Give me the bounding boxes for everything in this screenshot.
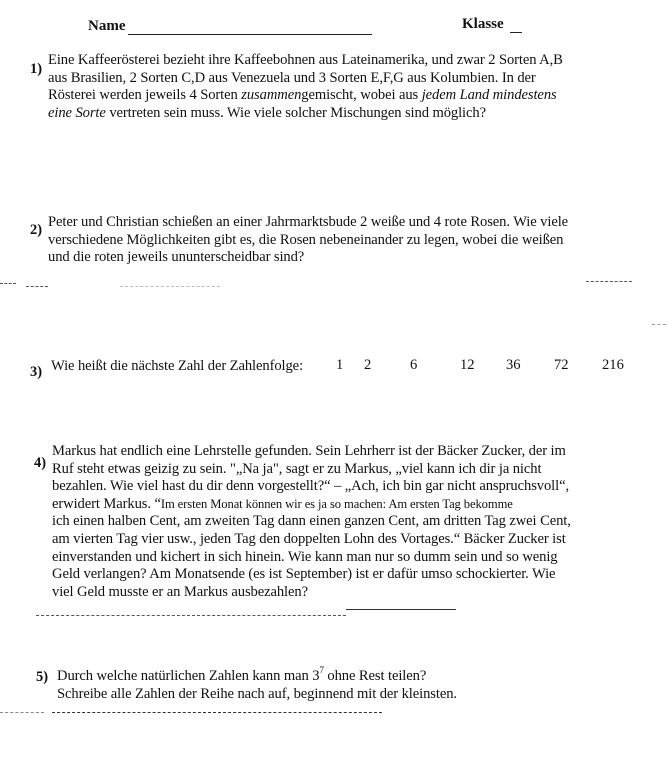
sequence-number: 12 xyxy=(460,357,475,373)
scan-mark xyxy=(0,712,44,713)
answer-line[interactable] xyxy=(52,712,382,713)
scan-mark xyxy=(652,324,666,325)
task-4-line-6: am vierten Tag vier usw., jeden Tag den doppelten Lohn des Vortages.“ Bäcker Zucker ist xyxy=(52,530,566,547)
task-4-line-2: Ruf steht etwas geizig zu sein. "„Na ja", sagt er zu Markus, „viel kann ich dir ja nicht xyxy=(52,460,542,477)
sequence-number: 6 xyxy=(410,357,418,373)
sequence-number: 2 xyxy=(364,357,372,373)
task-5-line-1: Durch welche natürlichen Zahlen kann man $3^7$ ohne Rest teilen? xyxy=(57,665,427,684)
sequence-number: 1 xyxy=(336,357,344,373)
task-1-line-4: eine Sorte vertreten sein muss. Wie viele solcher Mischungen sind möglich? xyxy=(48,104,486,121)
task-3-number: 3) xyxy=(30,364,43,380)
task-1-line-3: Rösterei werden jeweils 4 Sorten zusammengemischt, wobei aus jedem Land mindestens xyxy=(48,87,557,104)
sequence-number: 72 xyxy=(554,357,569,373)
task-1-text xyxy=(48,52,563,122)
task-4-line-8: Geld verlangen? Am Monatsende (es ist September) ist er dafür umso schockierter. Wie xyxy=(52,566,556,583)
task-4-line-5: ich einen halben Cent, am zweiten Tag dann einen ganzen Cent, am dritten Tag zwei Cent, xyxy=(52,513,571,530)
task-1-line-1: Eine Kaffeerösterei bezieht ihre Kaffeebohnen aus Lateinamerika, und zwar 2 Sorten A,B xyxy=(48,52,563,68)
scan-mark xyxy=(586,281,632,282)
task-4-line-1: Markus hat endlich eine Lehrstelle gefunden. Sein Lehrherr ist der Bäcker Zucker, der im xyxy=(52,443,566,459)
task-5-text xyxy=(57,662,457,703)
scan-mark xyxy=(36,615,346,616)
task-5-line-2: Schreibe alle Zahlen der Reihe nach auf, beginnend mit der kleinsten. xyxy=(57,685,457,702)
task-2-line-1: Peter und Christian schießen an einer Jahrmarktsbude 2 weiße und 4 rote Rosen. Wie viele xyxy=(48,214,569,230)
class-label: Klasse xyxy=(462,16,504,32)
scan-mark xyxy=(26,286,48,287)
task-2-number: 2) xyxy=(30,222,43,238)
task-4-number: 4) xyxy=(34,455,47,471)
task-4-line-4: erwidert Markus. “Im ersten Monat können wir es ja so machen: Am ersten Tag bekomme xyxy=(52,495,513,512)
exponent: 7 xyxy=(319,665,324,675)
task-1-line-2: aus Brasilien, 2 Sorten C,D aus Venezuela und 3 Sorten E,F,G aus Kolumbien. In der xyxy=(48,69,536,86)
task-2-text xyxy=(48,214,568,267)
task-4-line-9: viel Geld musste er an Markus ausbezahlen? xyxy=(52,583,308,600)
name-label: Name xyxy=(88,18,126,34)
task-5-number: 5) xyxy=(36,669,49,685)
task-1-number: 1) xyxy=(30,61,43,77)
answer-line[interactable] xyxy=(346,609,456,610)
scan-mark xyxy=(0,283,16,284)
sequence-number: 216 xyxy=(602,357,624,373)
name-blank[interactable] xyxy=(128,20,372,35)
scan-mark xyxy=(120,286,220,287)
class-blank[interactable] xyxy=(510,18,522,33)
task-4-text xyxy=(52,443,571,601)
sequence-number: 36 xyxy=(506,357,521,373)
task-3-text: Wie heißt die nächste Zahl der Zahlenfolge: xyxy=(51,358,304,374)
task-4-line-3: bezahlen. Wie viel hast du dir denn vorgestellt?“ – „Ach, ich bin gar nicht anspruchsvoll“, xyxy=(52,478,570,495)
task-4-line-7: einverstanden und kichert in sich hinein. Wie kann man nur so dumm sein und so wenig xyxy=(52,548,558,565)
task-2-line-2: verschiedene Möglichkeiten gibt es, die Rosen nebeneinander zu legen, wobei die weißen xyxy=(48,231,564,248)
task-2-line-3: und die roten jeweils ununterscheidbar sind? xyxy=(48,249,305,266)
